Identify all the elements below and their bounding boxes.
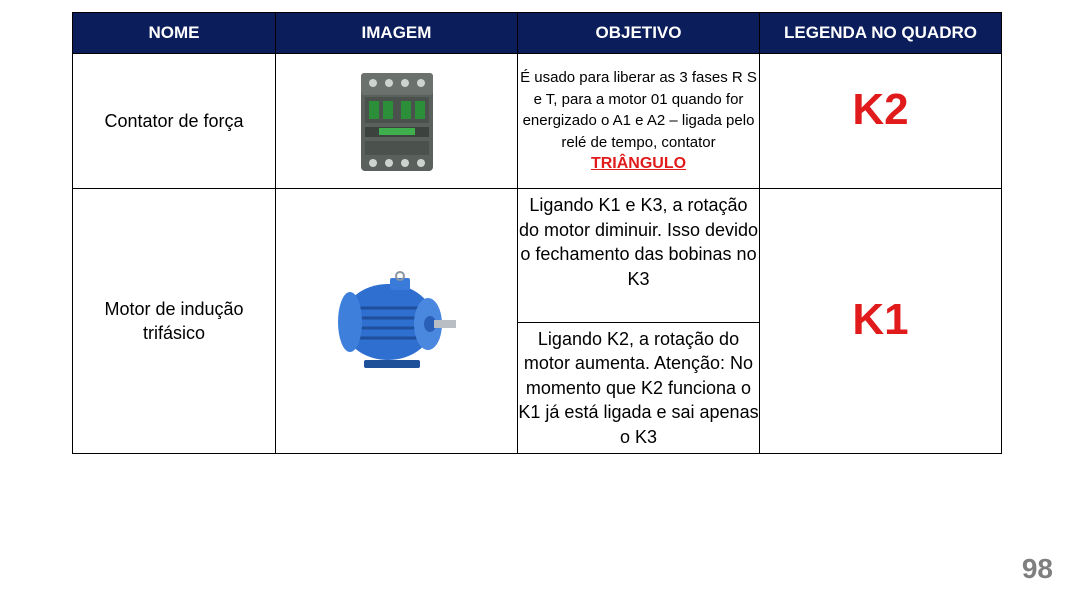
row-legend-cell (760, 54, 1002, 189)
row-objective-motor-a: Ligando K1 e K3, a rotação do motor diminuir. Isso devido o fechamento das bobinas no K3 (518, 189, 760, 323)
row-name-contator: Contator de força (73, 54, 276, 189)
header-row (73, 13, 1002, 54)
electric-motor-icon (332, 268, 462, 374)
row-objective-motor-b: Ligando K2, a rotação do motor aumenta. Atenção: No momento que K2 funciona o K1 já está ligada e sai apenas o K3 (518, 323, 760, 454)
row-image-cell (276, 189, 518, 454)
header-imagem: IMAGEM (276, 13, 518, 54)
objective-highlight: TRIÂNGULO (590, 155, 687, 173)
table-row (73, 54, 1002, 189)
page-number: 98 (1021, 553, 1053, 584)
header-objetivo: OBJETIVO (518, 13, 760, 54)
objective-text: É usado para liberar as 3 fases R S e T, para a motor 01 quando for energizado o A1 e A2 – ligada pelo relé de tempo, contator (520, 69, 757, 151)
contactor-icon (357, 67, 437, 175)
header-nome: NOME (73, 13, 276, 54)
row-name-motor: Motor de indução trifásico (73, 189, 276, 454)
legend-code-k2: K2 (852, 85, 909, 134)
row-image-cell (276, 54, 518, 189)
table-row (73, 189, 1002, 323)
legend-code-k1: K1 (852, 295, 909, 344)
header-legenda: LEGENDA NO QUADRO (760, 13, 1002, 54)
row-legend-cell (760, 189, 1002, 454)
row-objective-contator (518, 54, 760, 189)
component-table (72, 12, 1002, 454)
